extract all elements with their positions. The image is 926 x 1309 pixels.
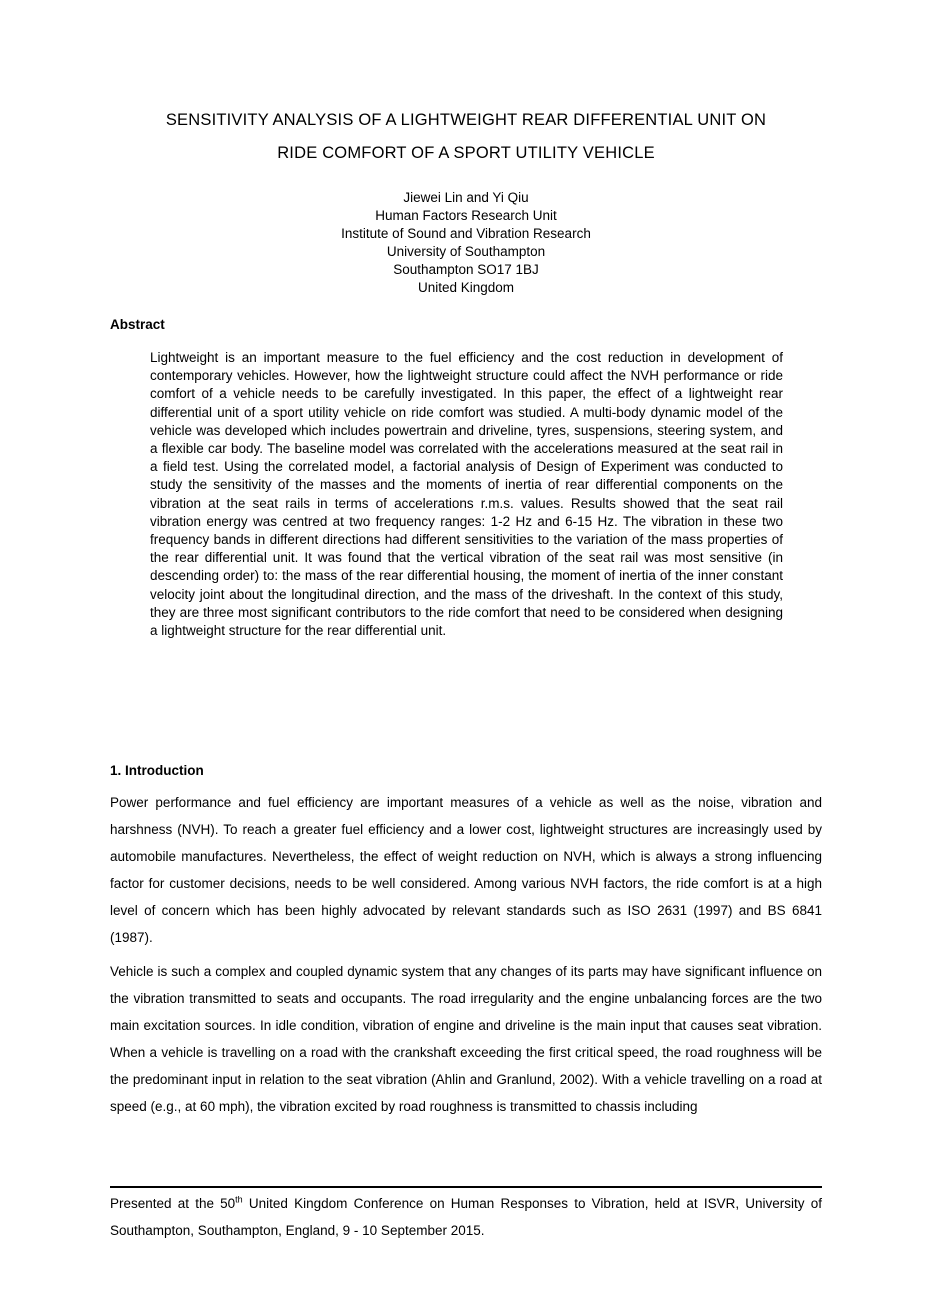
footnote-text [110,1190,822,1244]
paper-title-line-1: SENSITIVITY ANALYSIS OF A LIGHTWEIGHT REAR DIFFERENTIAL UNIT ON [165,111,767,129]
author-affiliation-institute: Institute of Sound and Vibration Research [341,226,591,241]
author-affiliation-country: United Kingdom [417,280,515,295]
author-affiliation-postcode: Southampton SO17 1BJ [393,262,539,277]
introduction-paragraph-2: Vehicle is such a complex and coupled dynamic system that any changes of its parts may have significant influence on the vibration transmitted to seats and occupants. The road irregularity and the engine unbalancing forces are the two main excitation sources. In idle condition, vibration of engine and driveline is the main input that causes seat vibration. When a vehicle is travelling on a road with the crankshaft exceeding the first critical speed, the road roughness will be the predominant input in relation to the seat vibration (Ahlin and Granlund, 2002). With a vehicle travelling on a road at speed (e.g., at 60 mph), the vibration excited by road roughness is transmitted to chassis including [110,964,822,1114]
footnote-ordinal-superscript: th [235,1194,243,1205]
page-content [110,0,822,1309]
paper-title [110,104,822,170]
footnote-text-before-superscript: Presented at the 50 [110,1196,236,1211]
footnote-text-after-superscript: United Kingdom Conference on Human Responses to Vibration, held at ISVR, University of Southampton, Southampton, England, 9 - 10 September 2015. [110,1196,822,1238]
paper-title-line-2: RIDE COMFORT OF A SPORT UTILITY VEHICLE [277,144,655,162]
introduction-heading: 1. Introduction [110,763,204,778]
author-affiliation-university: University of Southampton [386,244,546,259]
author-names: Jiewei Lin and Yi Qiu [403,190,529,205]
author-block [110,189,822,297]
introduction-paragraph-1: Power performance and fuel efficiency are important measures of a vehicle as well as the noise, vibration and harshness (NVH). To reach a greater fuel efficiency and a lower cost, lightweight structures are increasingly used by automobile manufactures. Nevertheless, the effect of weight reduction on NVH, which is always a strong influencing factor for customer decisions, needs to be well considered. Among various NVH factors, the ride comfort is at a high level of concern which has been highly advocated by relevant standards such as ISO 2631 (1997) and BS 6841 (1987). [110,795,822,945]
abstract-text: Lightweight is an important measure to the fuel efficiency and the cost reduction in development of contemporary vehicles. However, how the lightweight structure could affect the NVH performance or ride comfort of a vehicle needs to be carefully investigated. In this paper, the effect of a lightweight rear differential unit of a sport utility vehicle on ride comfort was studied. A multi-body dynamic model of the vehicle was developed which includes powertrain and driveline, tyres, suspensions, steering system, and a flexible car body. The baseline model was correlated with the accelerations measured at the seat rail in a field test. Using the correlated model, a factorial analysis of Design of Experiment was conducted to study the sensitivity of the masses and the moments of inertia of rear differential components on the vibration at the seat rails in terms of accelerations r.m.s. values. Results showed that the seat rail vibration energy was centred at two frequency ranges: 1-2 Hz and 6-15 Hz. The vibration in these two frequency bands in different directions had different sensitivities to the variation of the mass properties of the rear differential unit. It was found that the vertical vibration of the seat rail was most sensitive (in descending order) to: the mass of the rear differential housing, the moment of inertia of the inner constant velocity joint about the longitudinal direction, and the mass of the driveshaft. In the context of this study, they are three most significant contributors to the ride comfort that need to be considered when designing a lightweight structure for the rear differential unit. [150,350,783,639]
footnote-separator [110,1186,822,1188]
abstract-heading: Abstract [110,317,165,332]
author-affiliation-unit: Human Factors Research Unit [375,208,557,223]
